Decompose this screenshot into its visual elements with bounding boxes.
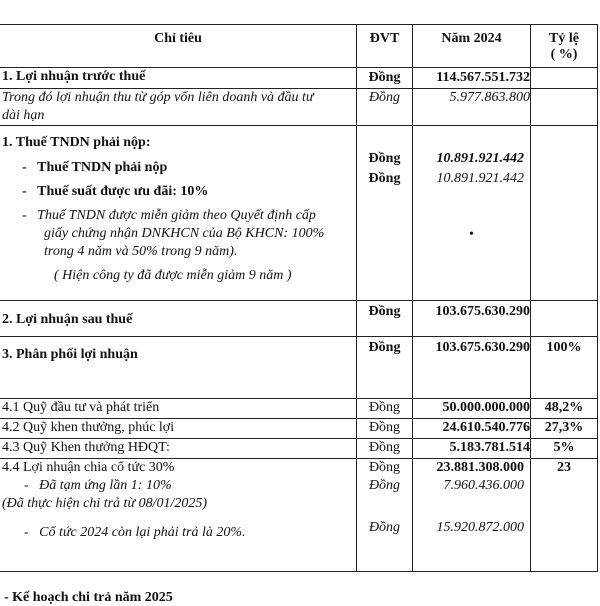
row-profit-after-tax-ratio bbox=[531, 301, 598, 337]
header-ratio-line2: ( %) bbox=[550, 47, 578, 62]
row-dividend-value bbox=[413, 459, 531, 572]
row-profit-before-tax-ratio bbox=[531, 68, 598, 89]
cit-exempt-line2: giấy chứng nhận DNKHCN của Bộ KHCN: 100% bbox=[44, 226, 325, 241]
dividend-remaining-label: Cổ tức 2024 còn lại phải trả là 20%. bbox=[39, 525, 246, 540]
row-fund-welfare-label: 4.2 Quỹ khen thưởng, phúc lợi bbox=[0, 419, 357, 439]
row-cit-unit bbox=[357, 126, 413, 301]
row-profit-after-tax-label: 2. Lợi nhuận sau thuế bbox=[0, 301, 357, 337]
row-jv-profit-value: 5.977.863.800 bbox=[413, 89, 531, 126]
header-ratio-line1: Tỷ lệ bbox=[549, 31, 579, 46]
cit-payable-label: Thuế TNDN phải nộp bbox=[37, 160, 168, 175]
dividend-remaining-value: 15.920.872.000 bbox=[436, 520, 524, 535]
row-fund-board-value: 5.183.781.514 bbox=[413, 439, 531, 459]
row-cit-label: 1. Thuế TNDN phải nộp: - Thuế TNDN phải nộp - Thuế suất được ưu đãi: 10% - Thuế TNDN được miễn giảm theo Quyết định cấp giấy chứng nhận DNKHCN của Bộ KHCN: 100% trong 4 năm và 50% trong 9 năm). ( Hiện công ty đã được miễn giảm 9 năm ) bbox=[0, 126, 357, 301]
row-fund-board-label: 4.3 Quỹ Khen thưởng HĐQT: bbox=[0, 439, 357, 459]
cit-rate-unit: Đồng bbox=[368, 171, 401, 186]
header-unit: ĐVT bbox=[357, 25, 413, 68]
row-profit-before-tax-label: 1. Lợi nhuận trước thuế bbox=[0, 68, 357, 89]
row-distribution-ratio: 100% bbox=[531, 337, 598, 399]
row-distribution-value: 103.675.630.290 bbox=[413, 337, 531, 399]
header-indicator: Chỉ tiêu bbox=[0, 25, 357, 68]
row-fund-welfare-ratio: 27,3% bbox=[531, 419, 598, 439]
table-row bbox=[0, 301, 598, 337]
cit-exempt-bullet: • bbox=[469, 227, 474, 242]
row-distribution-unit: Đồng bbox=[357, 337, 413, 399]
dividend-advance-unit: Đồng bbox=[368, 478, 401, 493]
row-fund-invest-label: 4.1 Quỹ đầu tư và phát triển bbox=[0, 399, 357, 419]
row-fund-welfare-unit: Đồng bbox=[357, 419, 413, 439]
cit-rate-value: 10.891.921.442 bbox=[436, 171, 524, 186]
row-distribution-label: 3. Phân phối lợi nhuận bbox=[0, 337, 357, 399]
row-jv-profit-ratio bbox=[531, 89, 598, 126]
row-cit-value bbox=[413, 126, 531, 301]
cit-payable-unit: Đồng bbox=[368, 151, 401, 166]
row-dividend-label: 4.4 Lợi nhuận chia cổ tức 30% - Đã tạm ứng lần 1: 10% (Đã thực hiện chi trả từ 08/01/2025) - Cổ tức 2024 còn lại phải trả là 20%. bbox=[0, 459, 357, 572]
cit-exempt-line3: trong 4 năm và 50% trong 9 năm). bbox=[44, 244, 238, 259]
row-fund-invest-unit: Đồng bbox=[357, 399, 413, 419]
footer-partial-text: - Kế hoạch chi trả năm 2025 bbox=[4, 590, 173, 605]
header-ratio bbox=[531, 25, 598, 68]
row-profit-after-tax-unit: Đồng bbox=[357, 301, 413, 337]
dividend-unit: Đồng bbox=[368, 460, 401, 475]
row-fund-invest-ratio: 48,2% bbox=[531, 399, 598, 419]
row-fund-invest-value: 50.000.000.000 bbox=[413, 399, 531, 419]
header-year: Năm 2024 bbox=[413, 25, 531, 68]
dividend-advance-note: (Đã thực hiện chi trả từ 08/01/2025) bbox=[2, 496, 208, 511]
table-header-row bbox=[0, 25, 598, 68]
table-row bbox=[0, 126, 598, 301]
cit-rate-label: Thuế suất được ưu đãi: 10% bbox=[37, 184, 209, 199]
row-fund-board-unit: Đồng bbox=[357, 439, 413, 459]
table-row bbox=[0, 68, 598, 89]
cit-exempt-line1: Thuế TNDN được miễn giảm theo Quyết định cấp bbox=[37, 208, 316, 223]
dividend-advance-label: Đã tạm ứng lần 1: 10% bbox=[39, 478, 172, 493]
dividend-advance-value: 7.960.436.000 bbox=[443, 478, 524, 493]
row-dividend-ratio: 23 bbox=[531, 459, 598, 572]
table-row bbox=[0, 89, 598, 126]
table-row bbox=[0, 337, 598, 399]
table-row bbox=[0, 399, 598, 419]
row-cit-ratio bbox=[531, 126, 598, 301]
table-row bbox=[0, 459, 598, 572]
row-jv-profit-label: Trong đó lợi nhuận thu từ góp vốn liên doanh và đầu tư dài hạn bbox=[0, 89, 357, 126]
dividend-remaining-unit: Đồng bbox=[368, 520, 401, 535]
profit-distribution-table bbox=[0, 24, 598, 572]
cit-note: ( Hiện công ty đã được miễn giảm 9 năm ) bbox=[54, 268, 292, 283]
table-row bbox=[0, 439, 598, 459]
row-fund-welfare-value: 24.610.540.776 bbox=[413, 419, 531, 439]
table-row bbox=[0, 419, 598, 439]
row-profit-after-tax-value: 103.675.630.290 bbox=[413, 301, 531, 337]
row-fund-board-ratio: 5% bbox=[531, 439, 598, 459]
row-dividend-unit bbox=[357, 459, 413, 572]
dividend-value: 23.881.308.000 bbox=[436, 460, 524, 475]
cit-payable-value: 10.891.921.442 bbox=[436, 151, 524, 166]
row-profit-before-tax-unit: Đồng bbox=[357, 68, 413, 89]
row-profit-before-tax-value: 114.567.551.732 bbox=[413, 68, 531, 89]
row-jv-profit-unit: Đồng bbox=[357, 89, 413, 126]
